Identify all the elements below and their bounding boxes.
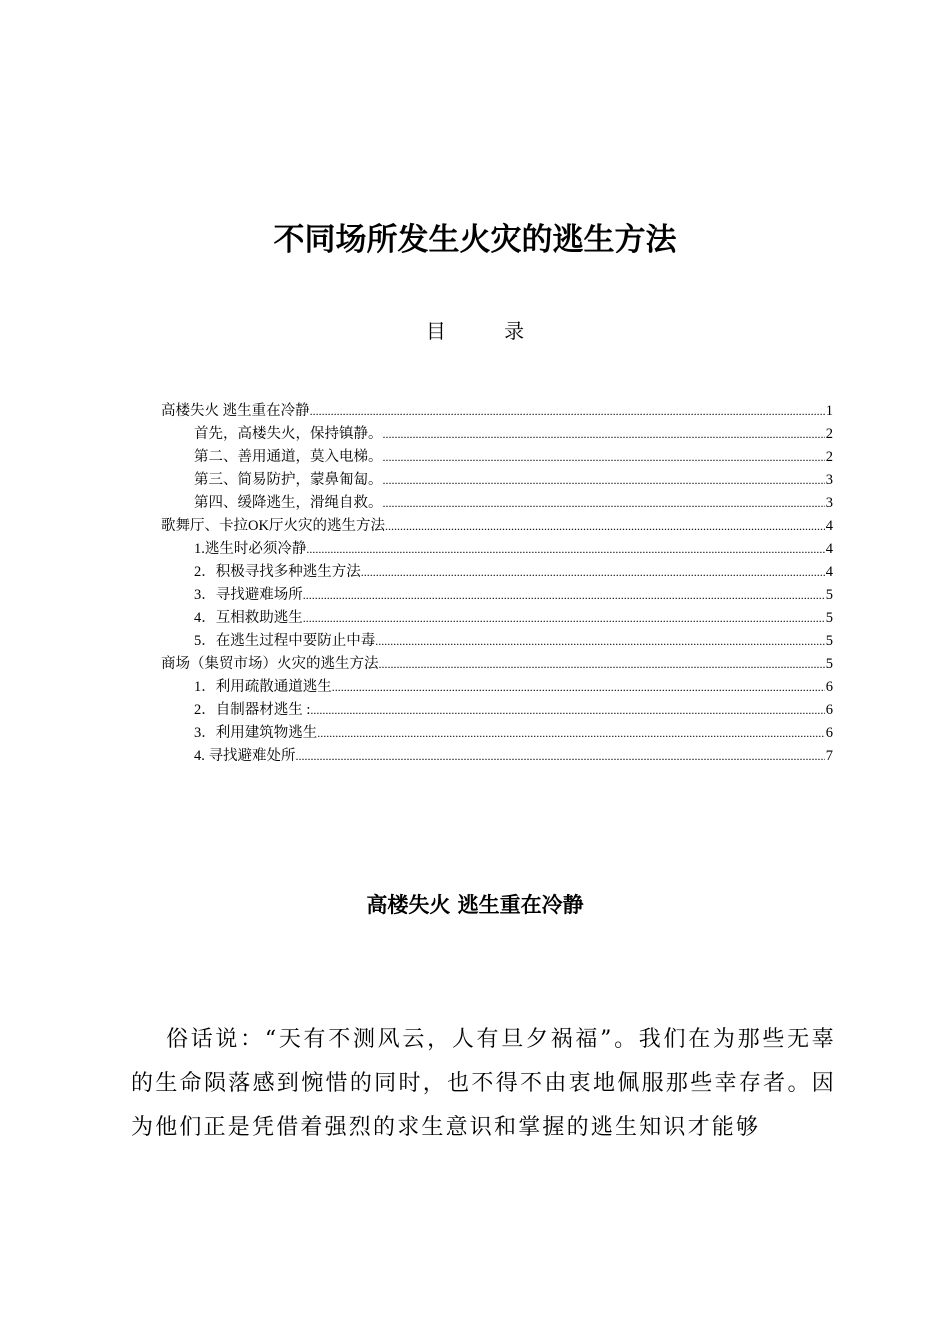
toc-entry-text: 第四、缓降逃生，滑绳自救。 xyxy=(194,495,383,511)
toc-entry[interactable] xyxy=(161,722,833,745)
toc-entry[interactable] xyxy=(161,538,833,561)
toc-entry-text: 3．寻找避难场所 xyxy=(194,587,303,603)
toc-page-number: 7 xyxy=(825,748,833,764)
toc-entry[interactable] xyxy=(161,515,833,538)
toc-dot-leader xyxy=(303,584,825,607)
toc-heading: 目 录 xyxy=(425,319,551,343)
table-of-contents xyxy=(161,400,833,768)
toc-entry[interactable] xyxy=(161,423,833,446)
toc-entry-text: 第二、善用通道，莫入电梯。 xyxy=(194,449,383,465)
toc-entry[interactable] xyxy=(161,561,833,584)
toc-dot-leader xyxy=(383,446,825,469)
body-paragraph: 俗话说：“天有不测风云，人有旦夕祸福”。我们在为那些无辜的生命陨落感到惋惜的同时，也不得不由衷地佩服那些幸存者。因为他们正是凭借着强烈的求生意识和掌握的逃生知识才能够 xyxy=(131,1027,836,1140)
toc-page-number: 2 xyxy=(825,426,833,442)
toc-dot-leader xyxy=(383,423,825,446)
toc-entry-text: 1.逃生时必须冷静 xyxy=(194,541,307,557)
toc-page-number: 6 xyxy=(825,702,833,718)
toc-entry-text: 2．积极寻找多种逃生方法 xyxy=(194,564,361,580)
toc-entry-text: 歌舞厅、卡拉OK厅火灾的逃生方法 xyxy=(161,518,385,534)
toc-dot-leader xyxy=(385,515,825,538)
toc-entry-text: 首先，高楼失火，保持镇静。 xyxy=(194,426,383,442)
toc-page-number: 4 xyxy=(825,541,833,557)
toc-page-number: 3 xyxy=(825,472,833,488)
toc-entry[interactable] xyxy=(161,584,833,607)
toc-entry[interactable] xyxy=(161,469,833,492)
toc-entry-text: 商场（集贸市场）火灾的逃生方法 xyxy=(161,656,379,672)
toc-entry-text: 第三、简易防护，蒙鼻匍匐。 xyxy=(194,472,383,488)
toc-entry[interactable] xyxy=(161,607,833,630)
toc-entry[interactable] xyxy=(161,446,833,469)
toc-entry-text: 3．利用建筑物逃生 xyxy=(194,725,318,741)
toc-dot-leader xyxy=(296,745,825,768)
toc-entry[interactable] xyxy=(161,745,833,768)
toc-dot-leader xyxy=(383,469,825,492)
toc-entry[interactable] xyxy=(161,653,833,676)
toc-entry-text: 高楼失火 逃生重在冷静 xyxy=(161,403,310,419)
toc-dot-leader xyxy=(303,607,825,630)
toc-entry-text: 1．利用疏散通道逃生 xyxy=(194,679,332,695)
toc-page-number: 6 xyxy=(825,725,833,741)
toc-page-number: 3 xyxy=(825,495,833,511)
toc-entry[interactable] xyxy=(161,699,833,722)
toc-entry[interactable] xyxy=(161,400,833,423)
toc-page-number: 4 xyxy=(825,518,833,534)
toc-page-number: 5 xyxy=(825,633,833,649)
toc-page-number: 1 xyxy=(825,403,833,419)
toc-page-number: 6 xyxy=(825,679,833,695)
toc-dot-leader xyxy=(317,722,825,745)
toc-entry-text: 5．在逃生过程中要防止中毒 xyxy=(194,633,376,649)
toc-dot-leader xyxy=(375,630,825,653)
toc-entry[interactable] xyxy=(161,676,833,699)
toc-entry[interactable] xyxy=(161,492,833,515)
toc-entry-text: 4．互相救助逃生 xyxy=(194,610,303,626)
toc-page-number: 5 xyxy=(825,610,833,626)
toc-dot-leader xyxy=(310,699,824,722)
toc-dot-leader xyxy=(306,538,824,561)
toc-dot-leader xyxy=(383,492,825,515)
section-heading: 高楼失火 逃生重在冷静 xyxy=(366,893,584,917)
toc-page-number: 4 xyxy=(825,564,833,580)
toc-page-number: 5 xyxy=(825,587,833,603)
toc-entry-text: 2．自制器材逃生 : xyxy=(194,702,311,718)
toc-entry-text: 4. 寻找避难处所 xyxy=(194,748,296,764)
toc-page-number: 5 xyxy=(825,656,833,672)
toc-dot-leader xyxy=(379,653,825,676)
toc-entry[interactable] xyxy=(161,630,833,653)
toc-dot-leader xyxy=(332,676,825,699)
toc-dot-leader xyxy=(361,561,825,584)
toc-page-number: 2 xyxy=(825,449,833,465)
document-title: 不同场所发生火灾的逃生方法 xyxy=(273,222,677,258)
toc-dot-leader xyxy=(310,400,825,423)
